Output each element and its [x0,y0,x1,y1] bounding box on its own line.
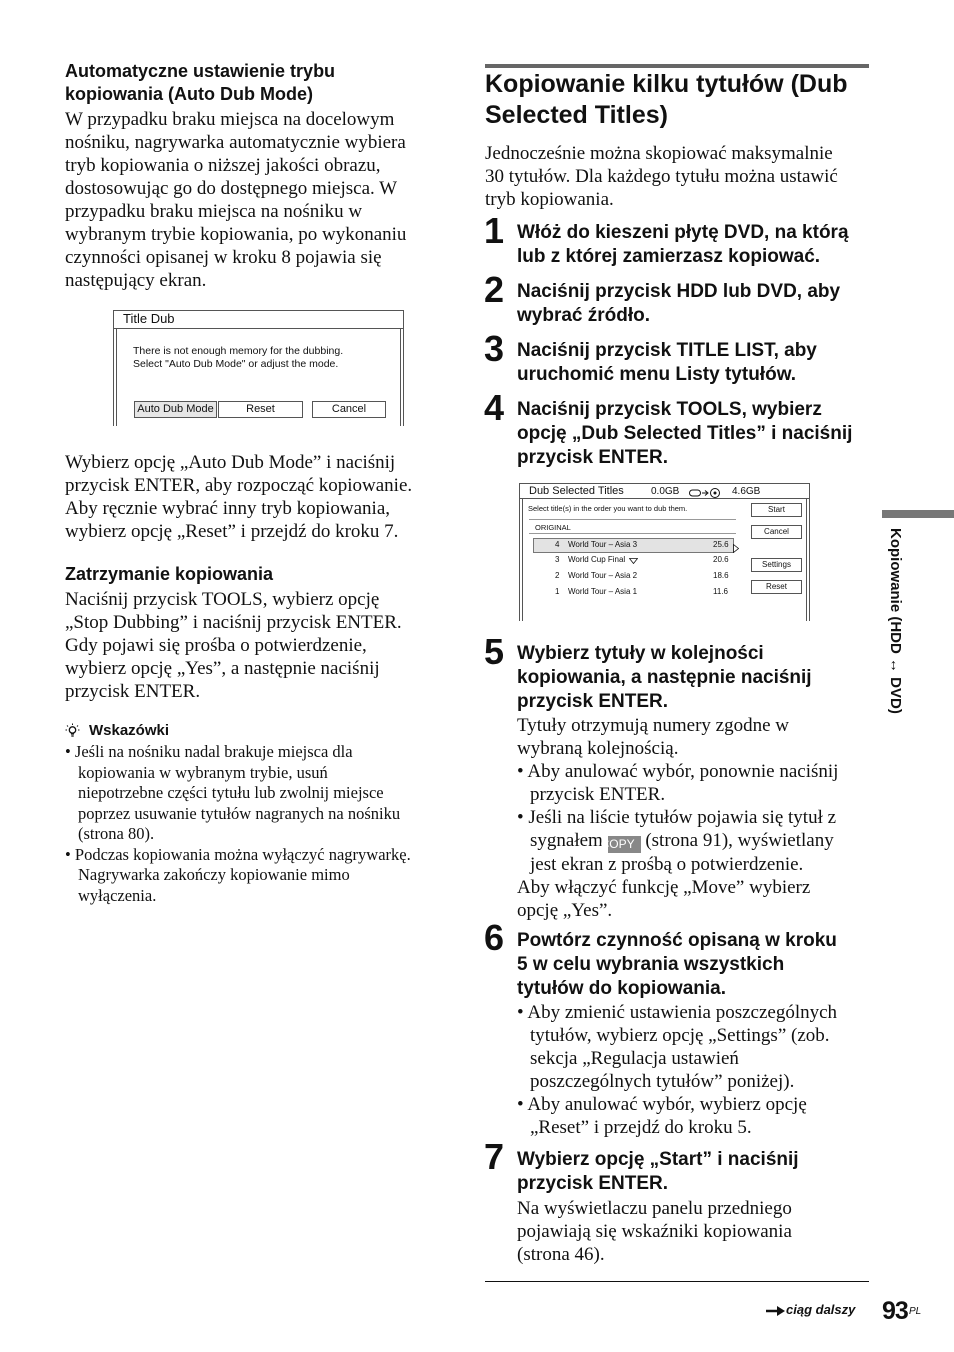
row-title: World Tour – Asia 2 [568,571,638,580]
arrow-right-icon [766,1304,786,1322]
screen-title: Dub Selected Titles [529,485,624,497]
auto-dub-instructions: Wybierz opcję „Auto Dub Mode” i naciśnij przycisk ENTER, aby rozpocząć kopiowanie. Aby ręcznie wybrać inny tryb kopiowania, wybierz opcję „Reset” i przejdź do kroku 7. [65,452,413,542]
auto-dub-paragraph: W przypadku braku miejsca na docelowym nośniku, nagrywarka automatycznie wybiera tryb kopiowania o niższej jakości obrazu, dostosowując go do dostępnego miejsca. W przypadku braku miejsca na nośniku w wybranym trybie kopiowania, po wykonaniu czynności opisanej w kroku 8 pojawia się następujący ekran. [65,109,407,291]
side-tab-label: Kopiowanie (HDD ↔ DVD) [887,528,904,714]
title-dub-dialog [113,310,404,426]
row-title: World Tour – Asia 1 [568,587,638,596]
step-1-text: Włóż do kieszeni płytę DVD, na którą lub z której zamierzasz kopiować. [517,222,849,267]
step-2-text: Naciśnij przycisk HDD lub DVD, aby wybrać źródło. [517,281,841,326]
tips-title: Wskazówki [89,722,170,739]
footer-rule [485,1281,869,1282]
step-5-body: Tytuły otrzymują numery zgodne w wybraną kolejnością. • Aby anulować wybór, ponownie naciśnij przycisk ENTER. • Jeśli na liście tytułów pojawia się tytuł z sygnałem COPY (strona 91), wyświetlany jest ekran z prośbą o potwierdzenie. Aby włączyć funkcję „Move” wybierz opcję „Yes”. [517,715,839,921]
continued-text: ciąg dalszy [786,1302,856,1317]
row-number: 4 [555,540,560,549]
step-7-body: Na wyświetlaczu panelu przedniego pojawiają się wskaźniki kopiowania (strona 46). [517,1198,792,1265]
tips-list [65,742,460,906]
row-number: 1 [555,587,560,596]
table-row[interactable] [533,569,732,583]
page-title: Kopiowanie kilku tytułów (Dub Selected Titles) [485,70,848,129]
stop-dubbing-paragraph: Naciśnij przycisk TOOLS, wybierz opcję „Stop Dubbing” i naciśnij przycisk ENTER. Gdy pojawi się prośba o potwierdzenie, wybierz opcję „Yes”, a następnie naciśnij przycisk ENTER. [65,589,402,702]
auto-dub-mode-button[interactable]: Auto Dub Mode [134,401,217,418]
step-number: 4 [484,387,505,428]
cancel-button[interactable]: Cancel [751,525,802,539]
intro-paragraph: Jednocześnie można skopiować maksymalnie 30 tytułów. Dla każdego tytułu można ustawić tryb kopiowania. [485,143,838,210]
reset-button[interactable]: Reset [218,401,303,418]
size-used: 0.0GB [651,486,680,497]
step-6-text: Powtórz czynność opisaną w kroku 5 w celu wybrania wszystkich tytułów do kopiowania. [517,930,837,999]
row-title: World Tour – Asia 3 [568,540,638,549]
row-title: World Cup Final [568,555,626,564]
start-button[interactable]: Start [751,503,802,517]
row-size: 18.6 [713,571,729,580]
step-6-body: • Aby zmienić ustawienia poszczególnych tytułów, wybierz opcję „Settings” (zob. sekcja „Regulacja ustawień poszczególnych tytułów” poniżej). • Aby anulować wybór, wybierz opcję „Reset” i przejdź do kroku 5. [517,1002,838,1138]
page-suffix: PL [909,1306,922,1317]
step-7-text: Wybierz opcję „Start” i naciśnij przycisk ENTER. [517,1149,799,1194]
triangle-right-icon [733,540,739,558]
table-row[interactable] [533,585,732,599]
side-tab [883,528,905,768]
settings-button[interactable]: Settings [751,558,802,572]
step-number: 6 [484,917,505,958]
dialog-title: Title Dub [123,311,175,326]
step-number: 1 [484,210,505,251]
step-4-text: Naciśnij przycisk TOOLS, wybierz opcję „Dub Selected Titles” i naciśnij przycisk ENTER. [517,399,853,468]
screen-instruction: Select title(s) in the order you want to dub them. [528,504,688,513]
step-number: 5 [484,631,505,672]
page-number: 93 [882,1297,908,1325]
row-size: 20.6 [713,555,729,564]
size-total: 4.6GB [732,486,761,497]
title-rule [485,64,869,68]
table-row[interactable] [533,553,732,567]
step-number: 2 [484,269,505,310]
step-3-text: Naciśnij przycisk TITLE LIST, aby uruchomić menu Listy tytułów. [517,340,817,385]
row-size: 11.6 [713,587,728,596]
step-5-text: Wybierz tytuły w kolejności kopiowania, a następnie naciśnij przycisk ENTER. [517,643,812,712]
stop-dubbing-heading: Zatrzymanie kopiowania [65,564,274,584]
step-number: 7 [484,1136,505,1177]
row-size: 25.6 [713,540,729,549]
step-number: 3 [484,328,505,369]
side-tab-bar [882,510,954,518]
row-number: 2 [555,571,560,580]
tip-item: • Podczas kopiowania można wyłączyć nagrywarkę. Nagrywarka zakończy kopiowanie mimo wyłączenia. [65,844,411,905]
cancel-button[interactable]: Cancel [312,401,386,418]
tip-item: • Jeśli na nośniku nadal brakuje miejsca dla kopiowania w wybranym trybie, usuń niepotrzebne części tytułu lub zwolnij miejsce poprzez usuwanie tytułów nagranych na nośniku (strona 80). [65,742,401,843]
copy-signal-icon: COPY [608,836,641,853]
dialog-message: There is not enough memory for the dubbing. Select "Auto Dub Mode" or adjust the mode. [133,345,344,370]
reset-button[interactable]: Reset [751,580,802,594]
lightbulb-icon [65,723,80,744]
hdd-to-dvd-icon [689,486,725,504]
list-label: ORIGINAL [535,523,571,532]
row-number: 3 [555,555,560,564]
dub-selected-screen [519,483,810,621]
auto-dub-heading: Automatyczne ustawienie trybu kopiowania (Auto Dub Mode) [65,61,336,104]
